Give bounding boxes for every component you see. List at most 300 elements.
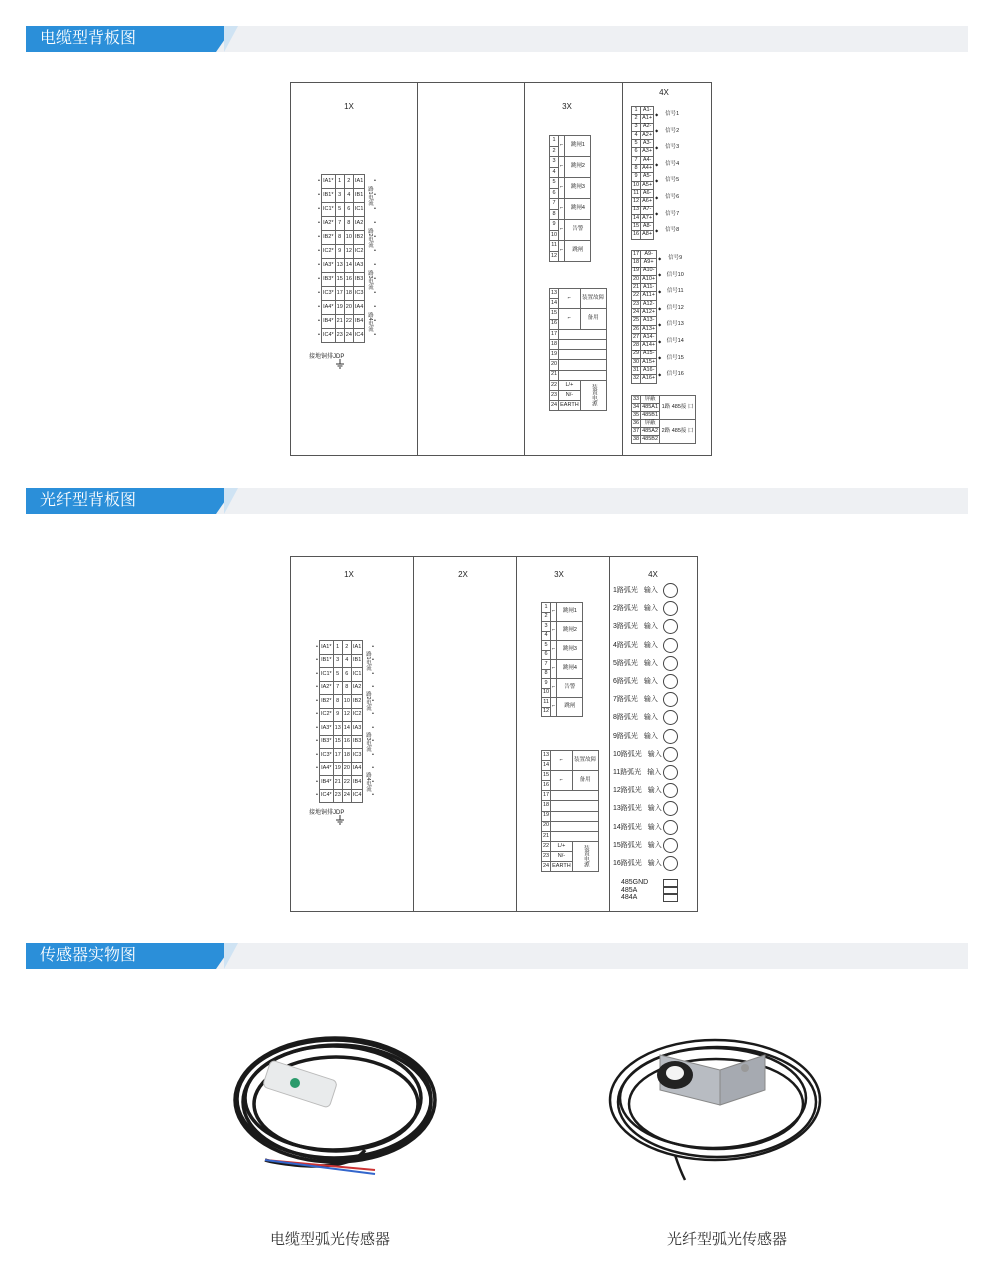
- terminal-cell: IA4: [353, 301, 365, 315]
- terminal-cell: 信号7: [665, 210, 680, 217]
- signal-icon: ◆: [655, 128, 659, 134]
- fiber-label: 4路弧光: [613, 641, 638, 649]
- dot-cell: •: [373, 303, 376, 310]
- contact-icon: ⌐: [551, 751, 573, 771]
- terminal-cell: IC3*: [319, 749, 333, 763]
- terminal-cell: 24: [344, 329, 353, 343]
- ct-terminal-table: [317, 174, 377, 343]
- terminal-cell: 11: [550, 241, 559, 252]
- relay-terminal-table: [541, 602, 583, 717]
- terminal-cell: 屏蔽: [641, 420, 660, 428]
- terminal-cell: 37: [633, 427, 640, 434]
- terminal-cell: IA2*: [319, 681, 333, 695]
- ground-label: 接地铜排JDP: [309, 810, 345, 816]
- terminal-cell: 17: [550, 329, 559, 339]
- table-row: [632, 123, 686, 131]
- terminal-cell: 20: [550, 360, 559, 370]
- table-row: [542, 698, 583, 708]
- dot-cell: •: [316, 724, 318, 731]
- terminal-cell: 3: [632, 123, 641, 131]
- table-row: [550, 309, 607, 319]
- terminal-cell: 3: [335, 189, 344, 203]
- terminal-cell: 30: [633, 358, 640, 365]
- table-row: [542, 660, 583, 670]
- terminal-cell: 2路 485接 口: [660, 420, 696, 444]
- terminal-cell: 9: [335, 245, 344, 259]
- terminal-cell: 备用: [580, 309, 606, 329]
- terminal-cell: 2: [542, 612, 551, 622]
- terminal-cell: 21: [333, 776, 342, 790]
- terminal-cell: 5: [542, 641, 551, 651]
- terminal-cell: 23: [550, 390, 559, 400]
- table-row: [550, 350, 607, 360]
- contact-icon: ⌐: [551, 679, 557, 698]
- terminal-cell: EARTH: [551, 862, 573, 872]
- fiber-suffix: 输入: [643, 659, 658, 667]
- terminal-cell: IB3: [351, 735, 363, 749]
- terminal-cell: A4-: [641, 156, 654, 164]
- table-row: [550, 329, 607, 339]
- empty-cell: [551, 821, 599, 831]
- terminal-cell: 14: [550, 299, 559, 309]
- terminal-cell: 22: [344, 315, 353, 329]
- dot-cell: •: [373, 233, 376, 240]
- fiber-label: 11路弧光: [613, 769, 642, 776]
- terminal-cell: A1-: [641, 107, 654, 115]
- terminal-cell: 4: [550, 167, 559, 178]
- terminal-cell: IC2: [353, 245, 365, 259]
- terminal-cell: 8: [550, 209, 559, 220]
- terminal-cell: 38: [633, 435, 640, 442]
- terminal-cell: 6: [342, 668, 351, 682]
- terminal-cell: 信号8: [665, 227, 680, 234]
- dot-cell: •: [371, 643, 374, 650]
- terminal-cell: 8: [344, 217, 353, 231]
- terminal-cell: 19: [633, 267, 640, 274]
- signal-table-b: [631, 250, 688, 384]
- dot-cell: •: [316, 697, 318, 704]
- terminal-cell: 4: [632, 131, 641, 139]
- terminal-cell: 24: [633, 308, 640, 315]
- terminal-cell: 18: [342, 749, 351, 763]
- col-3x: 3X: [562, 102, 572, 111]
- terminal-cell: 15: [542, 771, 551, 781]
- terminal-cell: 18: [550, 339, 559, 349]
- terminal-cell: IA2: [353, 217, 365, 231]
- empty-cell: [559, 360, 607, 370]
- fiber-label: 14路弧光: [613, 823, 642, 831]
- empty-cell: [551, 801, 599, 811]
- dot-cell: •: [318, 289, 320, 296]
- col-1x: 1X: [344, 102, 354, 111]
- fiber-port-icon: [663, 801, 678, 816]
- terminal-cell: 27: [633, 333, 640, 340]
- section-title: 光纤型背板图: [26, 488, 216, 514]
- fiber-input-row: [613, 822, 662, 832]
- terminal-cell: 10: [633, 181, 640, 188]
- contact-icon: ⌐: [559, 136, 565, 157]
- dot-cell: •: [371, 697, 374, 704]
- terminal-cell: 18: [633, 259, 640, 266]
- col-2x: 2X: [458, 570, 468, 579]
- terminal-cell: 20: [342, 762, 351, 776]
- table-row: [542, 603, 583, 613]
- terminal-cell: 11: [542, 698, 551, 708]
- table-row: [632, 107, 686, 115]
- contact-icon: ⌐: [551, 698, 557, 717]
- terminal-cell: 17: [542, 791, 551, 801]
- terminal-cell: 路3电流: [364, 731, 371, 752]
- terminal-cell: 17: [335, 287, 344, 301]
- dot-cell: •: [373, 205, 376, 212]
- terminal-cell: 23: [633, 300, 640, 307]
- table-row: [317, 259, 377, 273]
- terminal-cell: IC2*: [319, 708, 333, 722]
- terminal-cell: 信号13: [666, 321, 684, 328]
- fiber-port-icon: [663, 638, 678, 653]
- terminal-cell: 信号2: [665, 127, 680, 134]
- terminal-cell: 7: [550, 199, 559, 210]
- signal-icon: ◆: [658, 305, 662, 311]
- terminal-cell: 跳闸3: [565, 178, 591, 199]
- terminal-cell: 9: [542, 679, 551, 689]
- terminal-cell: 路1电流: [366, 185, 373, 206]
- fiber-label: 2路弧光: [613, 605, 638, 613]
- terminal-cell: 跳闸4: [565, 199, 591, 220]
- terminal-cell: 跳闸3: [557, 641, 583, 660]
- table-row: [542, 641, 583, 651]
- terminal-cell: 13: [335, 259, 344, 273]
- signal-icon: ◆: [655, 178, 659, 184]
- terminal-cell: L/+: [551, 841, 573, 851]
- terminal-cell: A16+: [642, 375, 656, 382]
- terminal-cell: IA2: [351, 681, 363, 695]
- terminal-cell: 19: [542, 811, 551, 821]
- aux-terminal-table: [549, 288, 607, 411]
- table-row: [550, 360, 607, 370]
- terminal-cell: 31: [633, 367, 640, 374]
- dot-cell: •: [371, 738, 374, 744]
- terminal-cell: 4: [344, 189, 353, 203]
- dot-cell: •: [373, 247, 376, 254]
- terminal-cell: 20: [542, 821, 551, 831]
- terminal-cell: IA2*: [321, 217, 335, 231]
- table-row: [542, 831, 599, 841]
- terminal-cell: 12: [344, 245, 353, 259]
- terminal-cell: IB4*: [321, 315, 335, 329]
- signal-table-a: [631, 106, 685, 240]
- fiber-port-icon: [663, 601, 678, 616]
- dot-cell: •: [373, 177, 376, 184]
- contact-icon: ⌐: [551, 641, 557, 660]
- terminal-cell: 信号16: [666, 371, 684, 378]
- terminal-cell: 485A2: [642, 427, 659, 434]
- terminal-cell: IC3: [351, 749, 363, 763]
- terminal-cell: 跳闸1: [565, 136, 591, 157]
- dot-cell: •: [371, 778, 374, 785]
- table-row: [632, 189, 686, 197]
- terminal-cell: 17: [633, 250, 640, 257]
- fiber-suffix: 输入: [643, 623, 658, 631]
- terminal-cell: IC1*: [319, 668, 333, 682]
- bus-terminal: [663, 879, 678, 887]
- terminal-cell: 4: [342, 654, 351, 668]
- fiber-suffix: 输入: [647, 823, 662, 831]
- terminal-cell: IA1*: [319, 641, 333, 655]
- contact-icon: ⌐: [559, 157, 565, 178]
- fiber-suffix: 输入: [643, 732, 658, 740]
- terminal-cell: 5: [632, 140, 641, 148]
- terminal-cell: 1: [542, 603, 551, 613]
- terminal-cell: IC1: [353, 203, 365, 217]
- dot-cell: •: [373, 331, 376, 338]
- terminal-cell: 10: [342, 695, 351, 709]
- terminal-cell: 22: [550, 380, 559, 390]
- terminal-cell: 8: [342, 681, 351, 695]
- fiber-input-row: [613, 640, 658, 650]
- terminal-cell: 9: [632, 173, 641, 181]
- table-row: [632, 396, 696, 404]
- terminal-cell: IC4*: [319, 789, 333, 803]
- table-row: [632, 223, 686, 231]
- terminal-cell: 跳闸2: [565, 157, 591, 178]
- terminal-cell: IB1*: [321, 189, 335, 203]
- section-title: 电缆型背板图: [26, 26, 216, 52]
- fiber-suffix: 输入: [643, 587, 658, 594]
- fiber-sensor-caption: 光纤型弧光传感器: [666, 1231, 787, 1248]
- terminal-cell: A2+: [642, 131, 653, 138]
- terminal-cell: 路2电流: [364, 691, 371, 712]
- table-row: [542, 811, 599, 821]
- terminal-cell: IB4: [353, 315, 365, 329]
- terminal-cell: 16: [344, 273, 353, 287]
- terminal-cell: 1: [335, 175, 344, 189]
- terminal-cell: A15+: [642, 358, 656, 365]
- dot-cell: •: [373, 261, 376, 268]
- terminal-cell: A2-: [641, 123, 654, 131]
- terminal-cell: 22: [542, 841, 551, 851]
- table-row: [542, 679, 583, 689]
- dot-cell: •: [318, 219, 320, 226]
- dot-cell: •: [318, 247, 320, 254]
- terminal-cell: 5: [550, 178, 559, 189]
- terminal-cell: 12: [633, 198, 640, 205]
- terminal-cell: 6: [542, 650, 551, 660]
- ct-terminal-table: [315, 640, 375, 803]
- terminal-cell: 16: [542, 781, 551, 791]
- terminal-cell: 7: [632, 156, 641, 164]
- aux-terminal-table: [541, 750, 599, 872]
- signal-icon: ◆: [658, 272, 662, 278]
- table-row: [550, 370, 607, 380]
- terminal-cell: 13: [333, 722, 342, 736]
- bus-terminal: [663, 894, 678, 902]
- terminal-cell: A7-: [641, 206, 654, 214]
- terminal-cell: IB3: [353, 273, 365, 287]
- dot-cell: •: [316, 778, 318, 785]
- terminal-cell: 20: [344, 301, 353, 315]
- terminal-cell: 6: [632, 148, 641, 156]
- terminal-cell: 21: [633, 284, 640, 291]
- table-row: [632, 173, 686, 181]
- col-4x: 4X: [659, 88, 669, 97]
- terminal-cell: IB2*: [321, 231, 335, 245]
- dot-cell: •: [316, 670, 318, 677]
- table-row: [317, 301, 377, 315]
- cable-sensor-caption: 电缆型弧光传感器: [269, 1231, 390, 1248]
- table-row: [315, 722, 375, 736]
- fiber-label: 5路弧光: [613, 659, 638, 667]
- terminal-cell: 35: [633, 411, 640, 418]
- terminal-cell: 15: [633, 223, 640, 230]
- fiber-input-row: [613, 767, 661, 777]
- signal-icon: ◆: [658, 371, 662, 377]
- fiber-input-row: [613, 840, 662, 850]
- dot-cell: •: [373, 275, 376, 282]
- dot-cell: •: [318, 275, 320, 282]
- dot-cell: •: [318, 303, 320, 310]
- terminal-cell: 8: [632, 165, 641, 173]
- dot-cell: •: [371, 670, 374, 677]
- dot-cell: •: [318, 331, 320, 338]
- dot-cell: •: [371, 751, 374, 758]
- section-bar-fiber: [26, 488, 968, 514]
- section-bar-cable: [26, 26, 968, 52]
- fiber-port-icon: [663, 765, 678, 780]
- terminal-cell: 8: [333, 695, 342, 709]
- dot-cell: •: [316, 684, 318, 690]
- dot-cell: •: [373, 289, 376, 296]
- terminal-cell: IB1: [351, 654, 363, 668]
- terminal-cell: 24: [550, 401, 559, 411]
- terminal-cell: IC3: [353, 287, 365, 301]
- terminal-cell: 2: [342, 641, 351, 655]
- terminal-cell: 24: [342, 789, 351, 803]
- terminal-cell: 19: [550, 350, 559, 360]
- table-row: [550, 289, 607, 299]
- terminal-cell: 信号3: [665, 144, 680, 151]
- table-row: [632, 300, 689, 308]
- fiber-label: 12路弧光: [613, 787, 642, 795]
- terminal-cell: IC4: [351, 789, 363, 803]
- dot-cell: •: [373, 191, 376, 198]
- terminal-cell: 1路 485接 口: [660, 396, 696, 420]
- empty-cell: [551, 811, 599, 821]
- terminal-cell: 6: [344, 203, 353, 217]
- contact-icon: ⌐: [559, 178, 565, 199]
- dot-cell: •: [318, 205, 320, 212]
- terminal-cell: IC2*: [321, 245, 335, 259]
- terminal-cell: A6+: [642, 198, 653, 205]
- terminal-cell: A5-: [641, 173, 654, 181]
- fiber-suffix: 输入: [647, 750, 662, 758]
- fiber-port-icon: [663, 783, 678, 798]
- terminal-cell: 5: [333, 668, 342, 682]
- terminal-cell: 14: [633, 214, 640, 221]
- terminal-cell: 1: [550, 136, 559, 147]
- dot-cell: •: [371, 792, 374, 798]
- cable-sensor-photo: [225, 1020, 445, 1200]
- terminal-cell: 跳闸: [565, 241, 591, 262]
- fiber-suffix: 输入: [643, 605, 658, 613]
- terminal-cell: 12: [550, 251, 559, 262]
- dot-cell: •: [316, 751, 318, 758]
- fiber-label: 7路弧光: [613, 696, 638, 704]
- terminal-cell: IB1: [353, 189, 365, 203]
- terminal-cell: 10: [550, 230, 559, 241]
- signal-icon: ◆: [658, 322, 662, 328]
- signal-icon: ◆: [655, 161, 659, 167]
- terminal-cell: 3: [550, 157, 559, 168]
- terminal-cell: IA3*: [319, 722, 333, 736]
- terminal-cell: A5+: [642, 181, 653, 188]
- fiber-port-icon: [663, 820, 678, 835]
- terminal-cell: 路2电流: [366, 227, 373, 248]
- table-row: [542, 751, 599, 761]
- terminal-cell: A9+: [641, 259, 657, 267]
- table-row: [632, 317, 689, 325]
- contact-icon: ⌐: [551, 622, 557, 641]
- dot-cell: •: [318, 177, 320, 184]
- terminal-cell: IA4*: [319, 762, 333, 776]
- terminal-cell: 信号4: [665, 160, 680, 167]
- dot-cell: •: [316, 738, 318, 744]
- bus-terminal: [663, 887, 678, 895]
- terminal-cell: 装置故障: [572, 751, 598, 771]
- fiber-suffix: 输入: [647, 841, 662, 849]
- terminal-cell: 21: [550, 370, 559, 380]
- terminal-cell: 信号5: [665, 177, 680, 184]
- terminal-cell: A8-: [641, 223, 654, 231]
- terminal-cell: 13: [550, 289, 559, 299]
- terminal-cell: N/-: [551, 851, 573, 861]
- terminal-cell: 10: [344, 231, 353, 245]
- table-row: [632, 333, 689, 341]
- terminal-cell: IC4: [353, 329, 365, 343]
- col-1x: 1X: [344, 570, 354, 579]
- terminal-cell: 1: [632, 107, 641, 115]
- terminal-cell: IB2: [353, 231, 365, 245]
- signal-icon: ◆: [655, 211, 659, 217]
- fiber-label: 3路弧光: [613, 623, 638, 631]
- table-row: [632, 367, 689, 375]
- terminal-cell: 25: [633, 317, 640, 324]
- fiber-label: 6路弧光: [613, 678, 638, 685]
- terminal-cell: 20: [633, 275, 640, 282]
- section-bar-sensor: [26, 943, 968, 969]
- table-row: [632, 251, 689, 259]
- ground-icon: [336, 359, 344, 369]
- terminal-cell: 信号6: [665, 194, 680, 201]
- contact-icon: ⌐: [551, 603, 557, 622]
- terminal-cell: 34: [633, 403, 640, 410]
- fiber-port-icon: [663, 729, 678, 744]
- terminal-cell: IB2*: [319, 695, 333, 709]
- signal-icon: ◆: [655, 144, 659, 150]
- fiber-sensor-photo: [605, 1020, 825, 1200]
- table-row: [550, 241, 591, 252]
- table-row: [550, 178, 591, 189]
- terminal-cell: 8: [335, 231, 344, 245]
- terminal-cell: 8: [542, 669, 551, 679]
- terminal-cell: IB4: [351, 776, 363, 790]
- terminal-cell: N/-: [559, 390, 581, 400]
- table-row: [550, 220, 591, 231]
- terminal-cell: 21: [542, 831, 551, 841]
- dot-cell: •: [316, 711, 318, 717]
- terminal-cell: A9-: [641, 251, 657, 259]
- table-row: [550, 380, 607, 390]
